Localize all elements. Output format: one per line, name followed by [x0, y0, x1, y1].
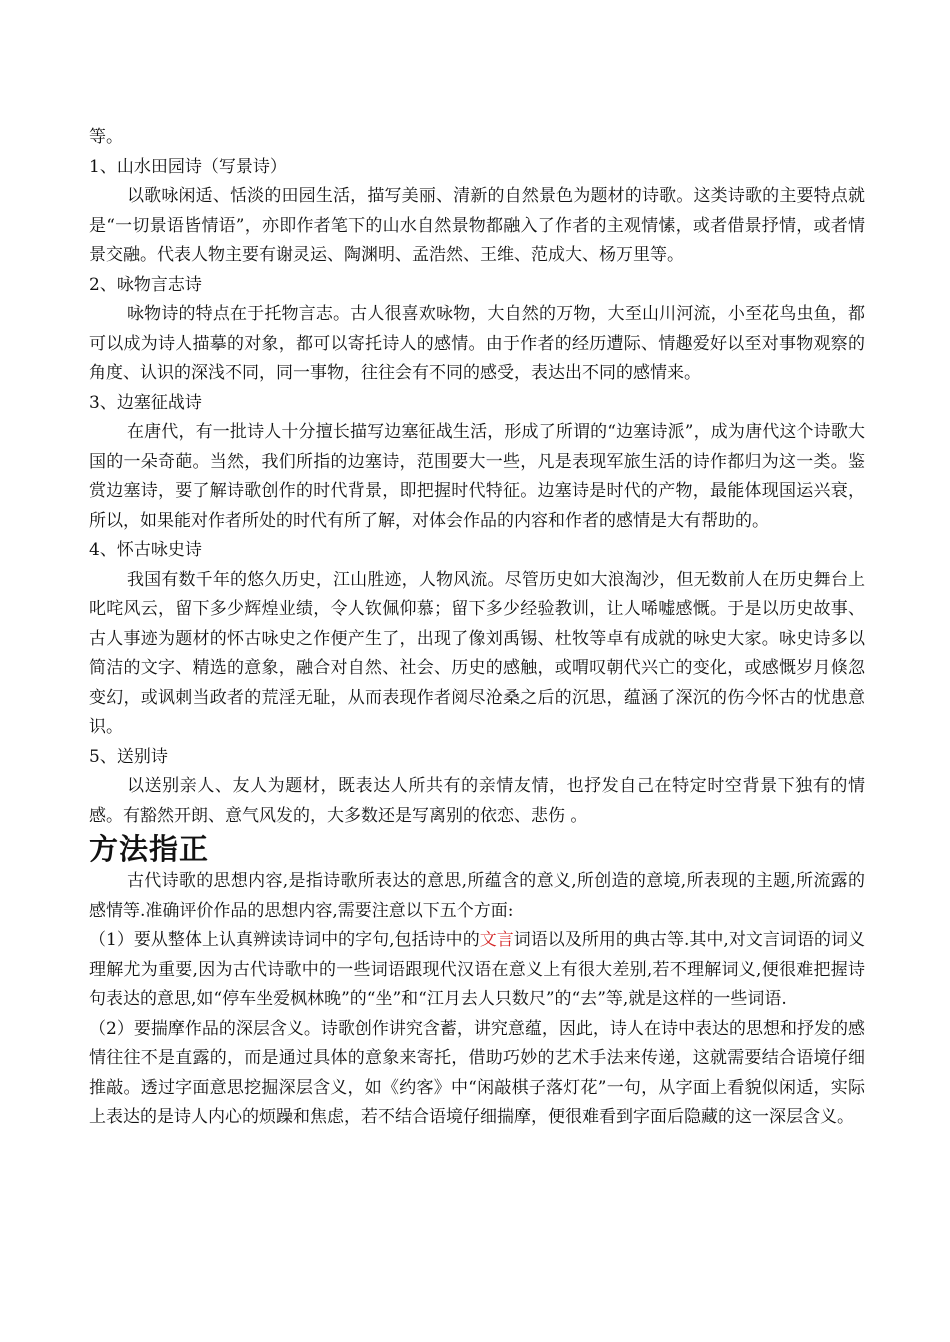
- method-point-1-end: 词语以及所用的典古等.其中,对文言词语的词义理解尤为重要,因为古代诗歌中的一些词语跟现代汉语在意义上有很大差别,若不理解词义,便很难把握诗句表达的意思,如“停车坐爱枫林晚”的“坐”和“江月去人只数尺”的“去”等,就是这样的一些词语.: [89, 930, 866, 1009]
- section-body-4: 我国有数千年的悠久历史，江山胜迹，人物风流。尽管历史如大浪淘沙，但无数前人在历史舞台上叱咤风云，留下多少辉煌业绩，令人钦佩仰慕；留下多少经验教训，让人唏嘘感慨。于是以历史故事、古人事迹为题材的怀古咏史之作便产生了，出现了像刘禹锡、杜牧等卓有成就的咏史大家。咏史诗多以简洁的文字、精选的意象，融合对自然、社会、历史的感触，或喟叹朝代兴亡的变化，或感慨岁月倏忽变幻，或讽刺当政者的荒淫无耻，从而表现作者阅尽沧桑之后的沉思，蕴涵了深沉的伤今怀古的忧患意识。: [89, 569, 865, 737]
- method-point-2: （2）要揣摩作品的深层含义。诗歌创作讲究含蓄，讲究意蕴，因此，诗人在诗中表达的思想和抒发的感情往往不是直露的，而是通过具体的意象来寄托，借助巧妙的艺术手法来传递，这就需要结合语境仔细推敲。透过字面意思挖掘深层含义，如《约客》中“闲敲棋子落灯花”一句，从字面上看貌似闲适，实际上表达的是诗人内心的烦躁和焦虑，若不结合语境仔细揣摩，便很难看到字面后隐藏的这一深层含义。: [89, 1018, 865, 1127]
- section-heading-5: 5、送别诗: [89, 746, 168, 767]
- method-point-1-start: （1）要从整体上认真辨读诗词中的字句,包括诗中的: [89, 930, 480, 950]
- section-body-1: 以歌咏闲适、恬淡的田园生活，描写美丽、清新的自然景色为题材的诗歌。这类诗歌的主要特点就是“一切景语皆情语”，亦即作者笔下的山水自然景物都融入了作者的主观情愫，或者借景抒情，或者情景交融。代表人物主要有谢灵运、陶渊明、孟浩然、王维、范成大、杨万里等。: [89, 186, 865, 265]
- section-heading-3: 3、边塞征战诗: [89, 392, 202, 413]
- document-body: [89, 123, 865, 1133]
- method-title: 方法指正: [89, 832, 210, 866]
- section-body-2: 咏物诗的特点在于托物言志。古人很喜欢咏物，大自然的万物，大至山川河流，小至花鸟虫鱼，都可以成为诗人描摹的对象，都可以寄托诗人的感情。由于作者的经历遭际、情趣爱好以至对事物观察的角度、认识的深浅不同，同一事物，往往会有不同的感受，表达出不同的感情来。: [89, 304, 865, 383]
- top-fragment: 等。: [89, 127, 123, 147]
- method-point-1: [89, 926, 865, 1015]
- section-heading-2: 2、咏物言志诗: [89, 274, 202, 295]
- highlighted-term: 文言: [479, 930, 514, 950]
- section-body-3: 在唐代，有一批诗人十分擅长描写边塞征战生活，形成了所谓的“边塞诗派”，成为唐代这个诗歌大国的一朵奇葩。当然，我们所指的边塞诗，范围要大一些，凡是表现军旅生活的诗作都归为这一类。鉴赏边塞诗，要了解诗歌创作的时代背景，即把握时代特征。边塞诗是时代的产物，最能体现国运兴衰，所以，如果能对作者所处的时代有所了解，对体会作品的内容和作者的感情是大有帮助的。: [89, 422, 865, 531]
- section-body-5: 以送别亲人、友人为题材，既表达人所共有的亲情友情，也抒发自己在特定时空背景下独有的情感。有豁然开朗、意气风发的，大多数还是写离别的依恋、悲伤 。: [89, 776, 865, 826]
- section-heading-1: 1、山水田园诗（写景诗）: [89, 156, 287, 177]
- method-intro: 古代诗歌的思想内容,是指诗歌所表达的意思,所蕴含的意义,所创造的意境,所表现的主题,所流露的感情等.准确评价作品的思想内容,需要注意以下五个方面:: [89, 871, 865, 921]
- section-heading-4: 4、怀古咏史诗: [89, 540, 202, 560]
